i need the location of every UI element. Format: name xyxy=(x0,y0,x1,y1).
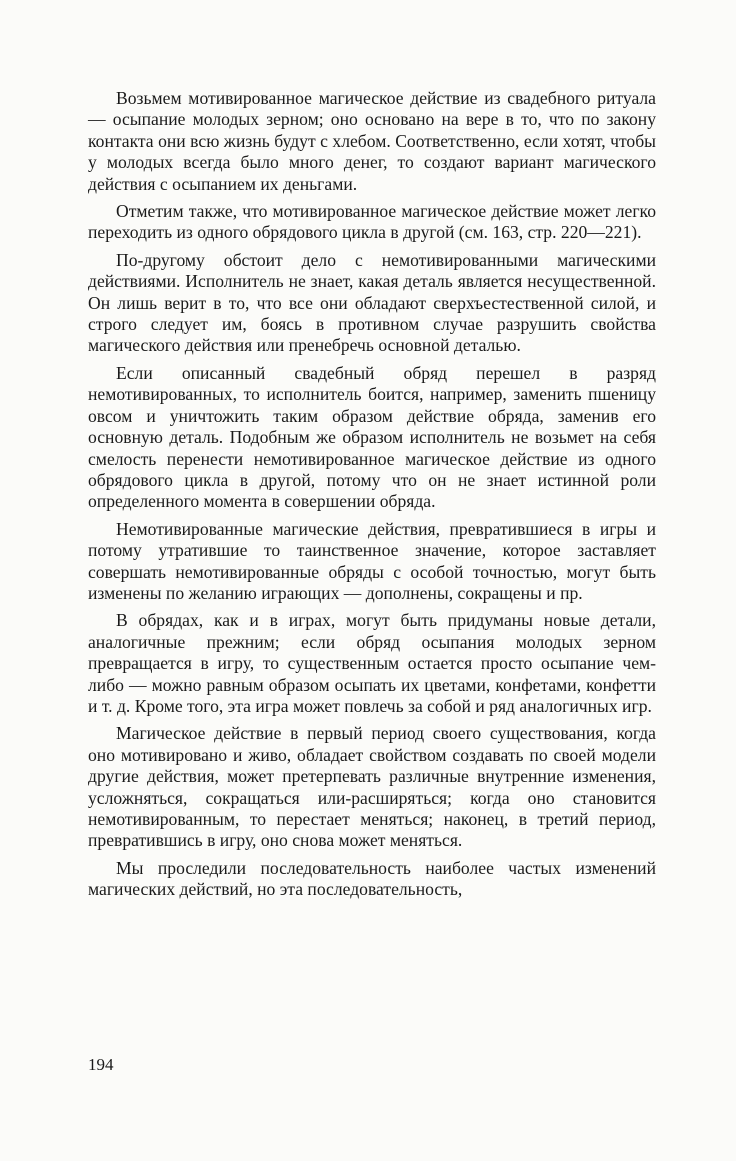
paragraph: В обрядах, как и в играх, могут быть придуманы новые детали, аналогичные прежним; если обряд осыпания молодых зерном превращается в игру, то существенным остается просто осыпание чем-либо — можно равным образом осыпать их цветами, конфетами, конфетти и т. д. Кроме того, эта игра может повлечь за собой и ряд аналогичных игр. xyxy=(88,610,656,716)
paragraph: Немотивированные магические действия, превратившиеся в игры и потому утратившие то таинственное значение, которое заставляет совершать немотивированные обряды с особой точностью, могут быть изменены по желанию играющих — дополнены, сокращены и пр. xyxy=(88,518,656,603)
paragraph: Магическое действие в первый период своего существования, когда оно мотивировано и живо, обладает свойством создавать по своей модели другие действия, может претерпевать различные внутренние изменения, усложняться, сокращаться или-расширяться; когда оно становится немотивированным, то перестает меняться; наконец, в третий период, превратившись в игру, оно снова может меняться. xyxy=(88,723,656,851)
paragraph: По-другому обстоит дело с немотивированными магическими действиями. Исполнитель не знает, какая деталь является несущественной. Он лишь верит в то, что все они обладают сверхъестественной силой, и строго следует им, боясь в противном случае разрушить свойства магического действия или пренебречь основной деталью. xyxy=(88,249,656,356)
paragraph: Если описанный свадебный обряд перешел в разряд немотивированных, то исполнитель боится, например, заменить пшеницу овсом и уничтожить таким образом действие обряда, заменив его основную деталь. Подобным же образом исполнитель не возьмет на себя смелость перенести немотивированное магическое действие из одного обрядового цикла в другой, потому что он не знает истинной роли определенного момента в совершении обряда. xyxy=(88,362,656,512)
paragraph: Мы проследили последовательность наиболее частых изменений магических действий, но эта последовательность, xyxy=(88,857,656,900)
page-number: 194 xyxy=(88,1055,114,1074)
body-text xyxy=(88,88,656,907)
paragraph: Возьмем мотивированное магическое действие из свадебного ритуала — осыпание молодых зерном; оно основано на вере в то, что по закону контакта они всю жизнь будут с хлебом. Соответственно, если хотят, чтобы у молодых всегда было много денег, то создают вариант магического действия с осыпанием их деньгами. xyxy=(88,88,656,194)
paragraph: Отметим также, что мотивированное магическое действие может легко переходить из одного обрядового цикла в другой (см. 163, стр. 220—221). xyxy=(88,201,656,243)
